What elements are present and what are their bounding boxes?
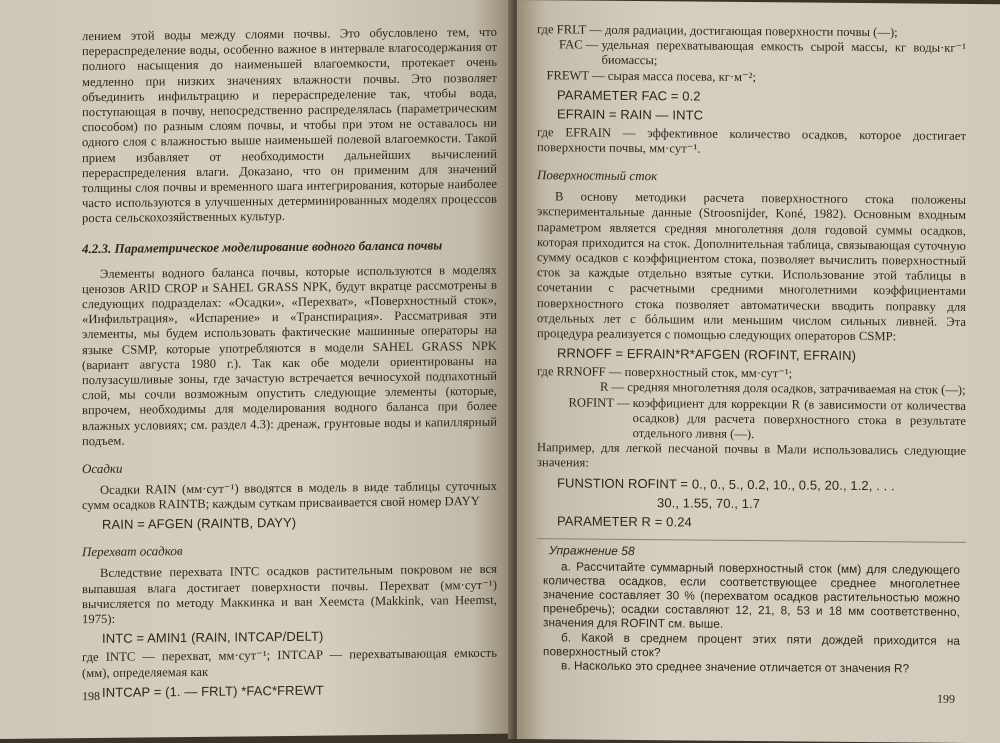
formula-fac: PARAMETER FAC = 0.2 [557, 87, 701, 104]
definition-term: где RRNOFF — [537, 364, 625, 380]
right-page [517, 0, 1000, 743]
left-paragraph-4: Вследствие перехвата INTC осадков растительным покровом не вся выпавшая влага достигает поверхности почвы. Перехват (мм·сут⁻¹) вычисляется по методу Маккинка и ван Хеемста (Makkink, van Heemst, 1975): [82, 562, 497, 627]
exercise-item-b: б. Какой в среднем процент этих пяти дождей приходится на поверхностный сток? [543, 630, 960, 660]
definition-fac [537, 37, 966, 71]
left-paragraph-5: где INTC — перехват, мм·сут⁻¹; INTCAP — перехватывающая емкость (мм), определяемая как [82, 646, 497, 680]
formula-rofint-2: 30., 1.55, 70., 1.7 [657, 494, 761, 511]
definition-text: коэффициент для коррекции R (в зависимости от количества осадков) для расчета поверхностного стока в результате отдельного ливня (—). [632, 395, 966, 442]
definition-term: FREWT — [537, 67, 608, 83]
definition-text: средняя многолетняя доля осадков, затрачиваемая на сток (—); [627, 380, 966, 398]
right-paragraph-3: Например, для легкой песчаной почвы в Мали использовались следующие значения: [537, 440, 966, 471]
formula-efrain: EFRAIN = RAIN — INTC [557, 106, 704, 123]
subheading-runoff: Поверхностный сток [537, 167, 658, 184]
definition-term: где FRLT — [537, 22, 605, 37]
definition-text: поверхностный сток, мм·сут⁻¹; [624, 365, 793, 381]
definition-frewt [537, 68, 966, 87]
left-paragraph-1: лением этой воды между слоями почвы. Это обусловлено тем, что перераспределение воды, особенно важное в интервале влагосодержания от полного насыщения до наименьшей влагоемкости, протекает очень медленно при низких значениях влажности почвы. Это позволяет объединить инфильтрацию и перераспределение так, чтобы вода, поступающая в почву, непосредственно распределялась (параметрическим способом) по разным слоям почвы, и чтобы при этом не оставалось ни одного слоя с влажностью выше наименьшей полевой влагоемкости. Такой прием избавляет от необходимости дальнейших вычислений перераспределения влаги. Доказано, что он применим для значений толщины слоя почвы и временного шага интегрирования, которые наиболее часто используются в улучшенных детерминированных моделях процессов роста сельскохозяйственных культур. [82, 24, 497, 226]
exercise-title: Упражнение 58 [549, 542, 635, 558]
formula-r: PARAMETER R = 0.24 [557, 513, 692, 530]
right-paragraph-1: где EFRAIN — эффективное количество осадков, которое достигает поверхности почвы, мм·сут⁻¹. [537, 124, 966, 156]
right-paragraph-2: В основу методики расчета поверхностного стока положены экспериментальные данные (Stroosnijder, Koné, 1982). Основным входным параметром является средняя многолетняя доля годовой суммы осадков, которая приходится на сток. Дополнительная таблица, связывающая суточную сумму осадков с коэффициентом стока, позволяет вычислить поверхностный сток за каждые отдельно взятые сутки. Использование этой таблицы в сочетании с расчетными средними многолетними коэффициентами поверхностного стока позволяет автоматически вводить поправку для отдельных лет с бóльшим или меньшим числом сильных ливней. Эта процедура реализуется с помощью следующих операторов CSMP: [537, 189, 966, 344]
exercise-item-c: в. Насколько это среднее значение отличается от значения R? [561, 658, 910, 676]
subheading-interception: Перехват осадков [82, 543, 183, 560]
formula-intcap: INTCAP = (1. — FRLT) *FAC*FREWT [102, 682, 324, 700]
definition-text: доля радиации, достигающая поверхности почвы (—); [604, 22, 898, 40]
definition-text: сырая масса посева, кг·м⁻²; [607, 68, 756, 84]
definition-term: FAC — [537, 37, 602, 52]
page-number-left: 198 [82, 688, 100, 704]
definition-term: R — [537, 379, 628, 395]
definition-rofint [537, 395, 966, 444]
formula-rain: RAIN = AFGEN (RAINTB, DAYY) [102, 515, 297, 533]
exercise-item-a: а. Рассчитайте суммарный поверхностный сток (мм) для следующего количества осадков, если соответствующее среднее многолетнее значение составляет 30 % (перехватом осадков растительностью можно пренебречь); осадки составляют 12, 21, 8, 53 и 18 мм соответственно, значения для ROFINT см. выше. [543, 559, 960, 632]
exercise-box [537, 538, 966, 676]
formula-intc: INTC = AMIN1 (RAIN, INTCAP/DELT) [102, 628, 324, 647]
subheading-rain: Осадки [82, 460, 123, 477]
definition-text: удельная перехватывающая емкость сырой массы, кг воды·кг⁻¹ биомассы; [601, 37, 966, 68]
formula-rrnoff: RRNOFF = EFRAIN*R*AFGEN (ROFINT, EFRAIN) [557, 345, 857, 364]
definition-term: ROFINT — [537, 394, 633, 410]
left-paragraph-2: Элементы водного баланса почвы, которые используются в моделях ценозов ARID CROP и SAHEL GRASS NPK, будут вкратце рассмотрены в следующих подразделах: «Осадки», «Перехват», «Поверхностный сток», «Инфильтрация», «Испарение» и «Транспирация». Рассматривая эти элементы, мы будем использовать фактические машинные операторы на языке CSMP, которые употребляются в модели SAHEL GRASS NPK (вариант августа 1980 г.). Так как обе модели ориентированы на полузасушливые зоны, где зачастую встречается вечносухой подпахотный слой, мы сочли возможным опустить следующие элементы (которые, впрочем, необходимы для моделирования водного баланса при более влажных условиях; см. раздел 4.3): дренаж, грунтовые воды и капиллярный подъем. [82, 262, 497, 449]
section-heading: 4.2.3. Параметрическое моделирование водного баланса почвы [82, 237, 443, 256]
left-paragraph-3: Осадки RAIN (мм·сут⁻¹) вводятся в модель в виде таблицы суточных сумм осадков RAINTB; каждым суткам присваивается свой номер DAYY [82, 478, 497, 513]
formula-rofint-1: FUNSTION ROFINT = 0., 0., 5., 0.2, 10., 0.5, 20., 1.2, . . . [557, 475, 895, 493]
page-number-right: 199 [937, 691, 955, 706]
